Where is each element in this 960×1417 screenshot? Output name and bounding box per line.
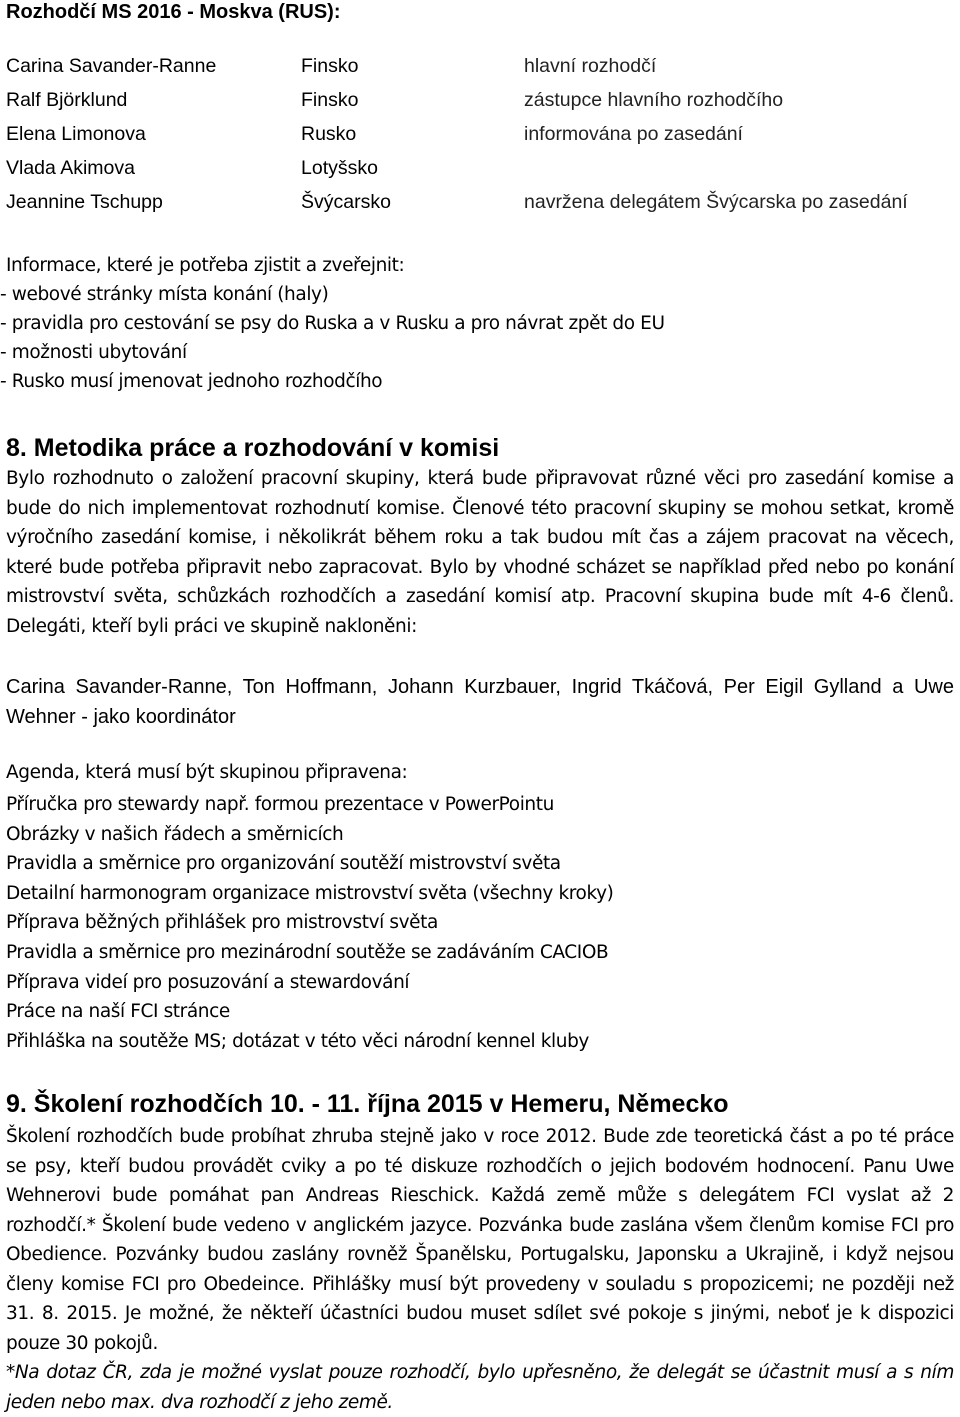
section-9-paragraph: Školení rozhodčích bude probíhat zhruba stejně jako v roce 2012. Bude zde teoretická část a po té práce se psy, kteří budou provádět cviky a po té diskuze rozhodčích o jejich bodovém hodnocení. Panu Uwe Wehnerovi bude pomáhat pan Andreas Rieschick. Každá země může s delegátem FCI vyslat až 2 rozhodčí.* Školení bude vedeno v anglickém jazyce. Pozvánka bude zaslána všem členům komise FCI pro Obedience. Pozvánky budou zaslány rovněž Španělsku, Portugalsku, Japonsku a Ukrajině, i když nejsou členy komise FCI pro Obedeince. Přihlášky musí být provedeny v souladu s propozicemi; ne později než 31. 8. 2015. Je možné, že někteří účastníci budou muset sdílet své pokoje s jinými, neboť je k dispozici pouze 30 pokojů.: [6, 1126, 954, 1354]
judge-role: informována po zasedání: [524, 123, 743, 145]
agenda-item: Příručka pro stewardy např. formou prezentace v PowerPointu: [6, 794, 554, 815]
judge-country: Finsko: [301, 55, 359, 77]
section-8-paragraph: Bylo rozhodnuto o založení pracovní skupiny, která bude připravovat různé věci pro zasedání komise a bude do nich implementovat rozhodnutí komise. Členové této pracovní skupiny se mohou setkat, kromě výročního zasedání komise, i několikrát během roku a tak budou mít čas a zájem pracovat na věcech, které bude potřeba připravit nebo zapracovat. Bylo by vhodné scházet se například před nebo po konání mistrovství světa, schůzkách rozhodčích a zasedání komisí atp. Pracovní skupina bude mít 4-6 členů. Delegáti, kteří byli práci ve skupině nakloněni:: [6, 468, 954, 637]
judge-role: zástupce hlavního rozhodčího: [524, 89, 784, 111]
info-item: - webové stránky místa konání (haly): [0, 284, 329, 305]
agenda-item: Pravidla a směrnice pro mezinárodní soutěže se zadáváním CACIOB: [6, 941, 609, 963]
info-item: - pravidla pro cestování se psy do Ruska a v Rusku a pro návrat zpět do EU: [0, 313, 665, 334]
section-9-heading: 9. Školení rozhodčích 10. - 11. října 2015 v Hemeru, Německo: [6, 1090, 729, 1118]
section-8-heading: 8. Metodika práce a rozhodování v komisi: [6, 434, 500, 462]
agenda-item: Práce na naší FCI stránce: [6, 1001, 230, 1023]
info-heading: Informace, které je potřeba zjistit a zveřejnit:: [6, 255, 405, 276]
judge-role: hlavní rozhodčí: [524, 55, 657, 77]
agenda-item: Obrázky v našich řádech a směrnicích: [6, 823, 344, 845]
judge-name: Carina Savander-Ranne: [6, 55, 217, 77]
judge-name: Jeannine Tschupp: [6, 191, 163, 213]
judge-country: Rusko: [301, 123, 357, 145]
judge-name: Elena Limonova: [6, 123, 146, 145]
judge-country: Finsko: [301, 89, 359, 111]
info-item: - Rusko musí jmenovat jednoho rozhodčího: [0, 371, 383, 392]
judge-name: Ralf Björklund: [6, 89, 128, 111]
agenda-list: [6, 790, 954, 1056]
agenda-item: Přihláška na soutěže MS; dotázat v této věci národní kennel kluby: [6, 1030, 589, 1052]
judge-role: navržena delegátem Švýcarska po zasedání: [524, 191, 908, 213]
judge-country: Lotyšsko: [301, 157, 378, 179]
info-item: - možnosti ubytování: [0, 342, 187, 363]
agenda-heading: Agenda, která musí být skupinou připravena:: [6, 762, 408, 783]
agenda-item: Příprava videí pro posuzování a stewardování: [6, 971, 410, 993]
agenda-item: Příprava běžných přihlášek pro mistrovství světa: [6, 912, 438, 934]
working-group-members: Carina Savander-Ranne, Ton Hoffmann, Johann Kurzbauer, Ingrid Tkáčová, Per Eigil Gylland a Uwe Wehner - jako koordinátor: [6, 676, 954, 728]
judge-country: Švýcarsko: [301, 191, 391, 213]
page-title: Rozhodčí MS 2016 - Moskva (RUS):: [6, 1, 341, 23]
agenda-item: Pravidla a směrnice pro organizování soutěží mistrovství světa: [6, 853, 561, 875]
judge-name: Vlada Akimova: [6, 157, 135, 179]
section-9-note: *Na dotaz ČR, zda je možné vyslat pouze rozhodčí, bylo upřesněno, že delegát se účastnit musí a s ním jeden nebo max. dva rozhodčí z jeho země.: [6, 1362, 954, 1413]
agenda-item: Detailní harmonogram organizace mistrovství světa (všechny kroky): [6, 882, 614, 904]
